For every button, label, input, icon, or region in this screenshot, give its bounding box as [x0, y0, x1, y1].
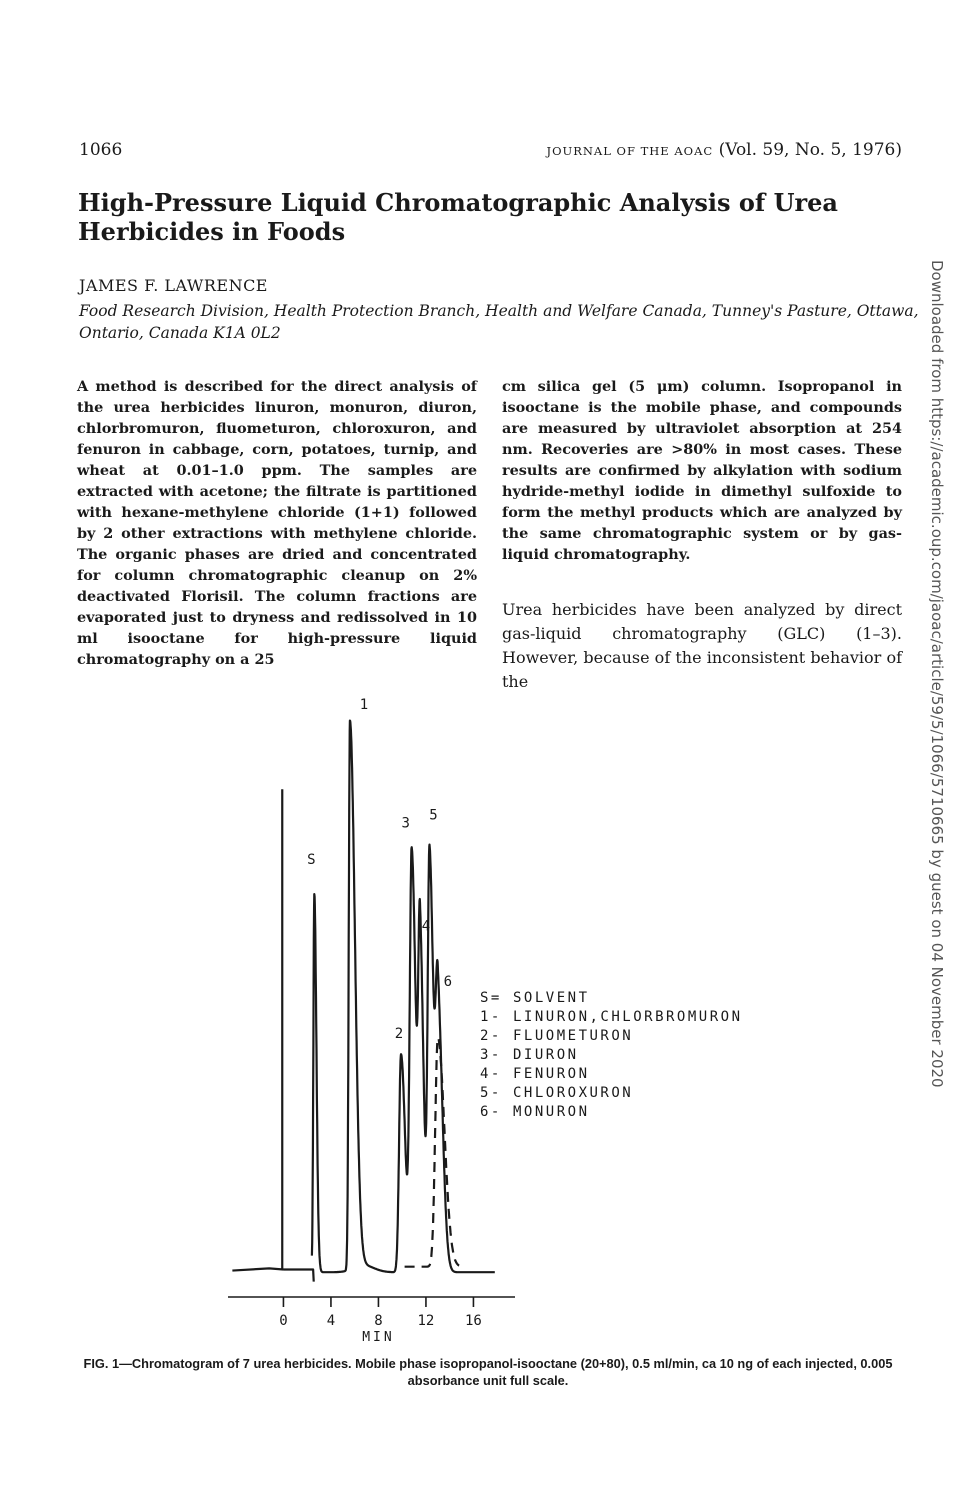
legend-key: 1- [480, 1009, 502, 1025]
legend-entry: LINURON,CHLORBROMURON [513, 1009, 743, 1025]
x-tick-label: 16 [465, 1313, 482, 1329]
peak-label: 3 [401, 815, 410, 832]
running-header [546, 140, 902, 160]
author-affiliation: Food Research Division, Health Protection Branch, Health and Welfare Canada, Tunney's Pasture, Ottawa, Ontario, Canada K1A 0L2 [79, 302, 919, 342]
x-tick-label: 0 [279, 1313, 288, 1329]
legend-key: 6- [480, 1104, 502, 1120]
article-title: High-Pressure Liquid Chromatographic Analysis of Urea Herbicides in Foods [78, 188, 838, 246]
author-name: JAMES F. LAWRENCE [79, 276, 268, 295]
abstract-left-column: A method is described for the direct analysis of the urea herbicides linuron, monuron, diuron, chlorbromuron, fluometuron, chloroxuron, and fenuron in cabbage, corn, potatoes, turnip, and wheat at 0.01–1.0 ppm. The samples are extracted with acetone; the filtrate is partitioned with hexane-methylene chloride (1+1) followed by 2 other extractions with methylene chloride. The organic phases are dried and concentrated for column chromatographic cleanup on 2% deactivated Florisil. The column fractions are evaporated just to dryness and redissolved in 10 ml isooctane for high-pressure liquid chromatography on a 25 [77, 378, 477, 668]
chromatogram-figure [200, 697, 820, 1355]
chromatogram-chart [200, 697, 820, 1355]
journal-name: JOURNAL OF THE AOAC [546, 144, 714, 158]
page-number: 1066 [79, 140, 123, 160]
legend-key: 5- [480, 1085, 502, 1101]
watermark-text: Downloaded from https://academic.oup.com/jaoac/article/59/5/1066/5710665 by guest on 04 November 2020 [928, 260, 946, 1088]
peak-label: 4 [421, 918, 431, 935]
legend-entry: CHLOROXURON [513, 1085, 634, 1101]
x-tick-label: 4 [326, 1313, 336, 1329]
legend-key: S= [480, 990, 502, 1006]
peak-label: 6 [443, 974, 453, 991]
legend-key: 2- [480, 1028, 502, 1044]
legend-entry: DIURON [513, 1047, 579, 1063]
volume-info: (Vol. 59, No. 5, 1976) [718, 140, 902, 160]
body-text-intro: Urea herbicides have been analyzed by direct gas-liquid chromatography (GLC) (1–3). However, because of the inconsistent behavior of the [502, 600, 902, 691]
peak-label: 2 [394, 1026, 404, 1043]
legend-entry: SOLVENT [513, 990, 590, 1006]
peak-label: S [307, 852, 316, 869]
chromatogram-trace-solid [232, 721, 494, 1282]
download-watermark [924, 260, 946, 1160]
x-tick-label: 8 [374, 1313, 383, 1329]
x-axis-label: MIN [362, 1330, 395, 1345]
legend-entry: MONURON [513, 1104, 590, 1120]
figure-caption: FIG. 1—Chromatogram of 7 urea herbicides. Mobile phase isopropanol-isooctane (20+80), 0.5 ml/min, ca 10 ng of each injected, 0.005 absorbance unit full scale. [83, 1356, 893, 1388]
abstract-right-column: cm silica gel (5 μm) column. Isopropanol in isooctane is the mobile phase, and compounds are measured by ultraviolet absorption at 254 nm. Recoveries are >80% in most cases. These results are confirmed by alkylation with sodium hydride-methyl iodide in dimethyl sulfoxide to form the methyl products which are analyzed by the same chromatographic system or by gas-liquid chromatography. [502, 378, 902, 563]
legend-entry: FLUOMETURON [513, 1028, 634, 1044]
legend-key: 3- [480, 1047, 502, 1063]
peak-label: 5 [429, 807, 438, 824]
legend-key: 4- [480, 1066, 502, 1082]
x-tick-label: 12 [417, 1313, 435, 1329]
legend-entry: FENURON [513, 1066, 590, 1082]
chromatogram-trace-dashed [405, 1038, 460, 1267]
peak-label: 1 [359, 697, 369, 713]
